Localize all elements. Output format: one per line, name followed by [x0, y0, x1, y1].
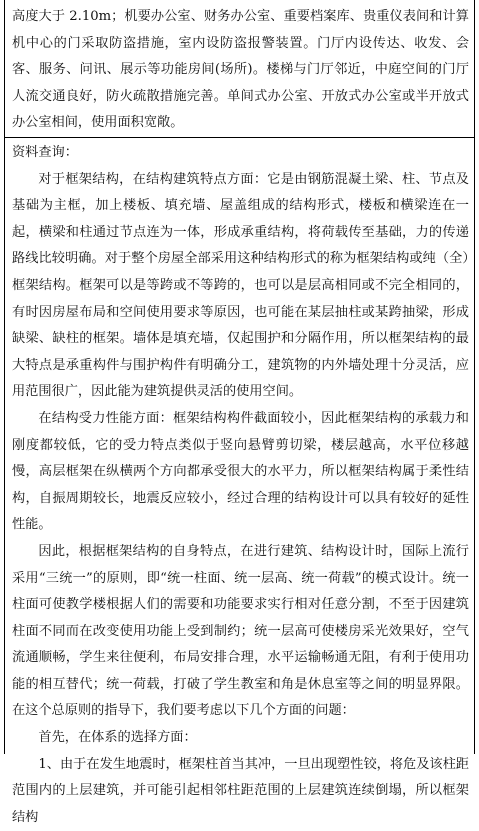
intro-paragraph: 高度大于 2.10m；机要办公室、财务办公室、重要档案库、贵重仪表间和计算机中心的门采取防盗措施，室内设防盗报警装置。门厅内设传达、收发、会客、服务、问讯、展示等功能房间(场所)。楼梯与门厅邻近，中庭空间的门厅人流交通良好，防火疏散措施完善。单间式办公室、开放式办公室或半开放式办公室相间，使用面积宽敞。: [12, 9, 469, 131]
intro-cell: [12, 4, 469, 137]
paragraph-three-unification: 因此，根据框架结构的自身特点，在进行建筑、结构设计时，国际上流行采用“三统一”的原则，即“统一柱面、统一层高、统一荷载”的模式设计。统一柱面可使教学楼根据人们的需要和功能要求实行相对任意分割，不至于因建筑柱面不同而在改变使用功能上受到制约；统一层高可使楼房采光效果好，空气流通顺畅，学生来往便利，布局安排合理，水平运输畅通无阻，有利于使用功能的相互替代；统一荷载，打破了学生教室和角是休息室等之间的明显界限。在这个总原则的指导下，我们要考虑以下几个方面的问题：: [12, 543, 469, 719]
table-row-divider: [5, 137, 474, 138]
paragraph-mechanical-performance: 在结构受力性能方面：框架结构构件截面较小，因此框架结构的承载力和刚度都较低，它的受力特点类似于竖向悬臂剪切梁，楼层越高，水平位移越慢，高层框架在纵横两个方向都承受很大的水平力，所以框架结构属于柔性结构，自振周期较长，地震反应较小，经过合理的结构设计可以具有较好的延性性能。: [12, 410, 469, 533]
section-heading: 资料查询：: [12, 145, 78, 160]
document-page: [4, 0, 475, 825]
paragraph-item-1: 1、由于在发生地震时，框架柱首当其冲，一旦出现塑性铰，将危及该柱距范围内的上层建筑，并可能引起相邻柱距范围的上层建筑连续倒塌，所以框架结构: [12, 756, 469, 825]
paragraph-system-selection: 首先，在体系的选择方面：: [38, 730, 197, 746]
paragraph-frame-features: 对于框架结构，在结构建筑特点方面：它是由钢筋混凝土梁、柱、节点及基础为主框，加上楼板、填充墙、屋盖组成的结构形式，楼板和横梁连在一起，横梁和柱通过节点连为一体，形成承重结构，将荷载传至基础，力的传递路线比较明确。对于整个房屋全部采用这种结构形式的称为框架结构或纯（全）框架结构。框架可以是等跨或不等跨的，也可以是层高相同或不完全相同的，有时因房屋布局和空间使用要求等原因，也可能在某层抽柱或某跨抽梁，形成缺梁、缺柱的框架。墙体是填充墙，仅起围护和分隔作用，所以框架结构的最大特点是承重构件与围护构件有明确分工，建筑物的内外墙处理十分灵活，应用范围很广，因此能为建筑提供灵活的使用空间。: [12, 171, 469, 400]
research-cell: [12, 140, 469, 831]
